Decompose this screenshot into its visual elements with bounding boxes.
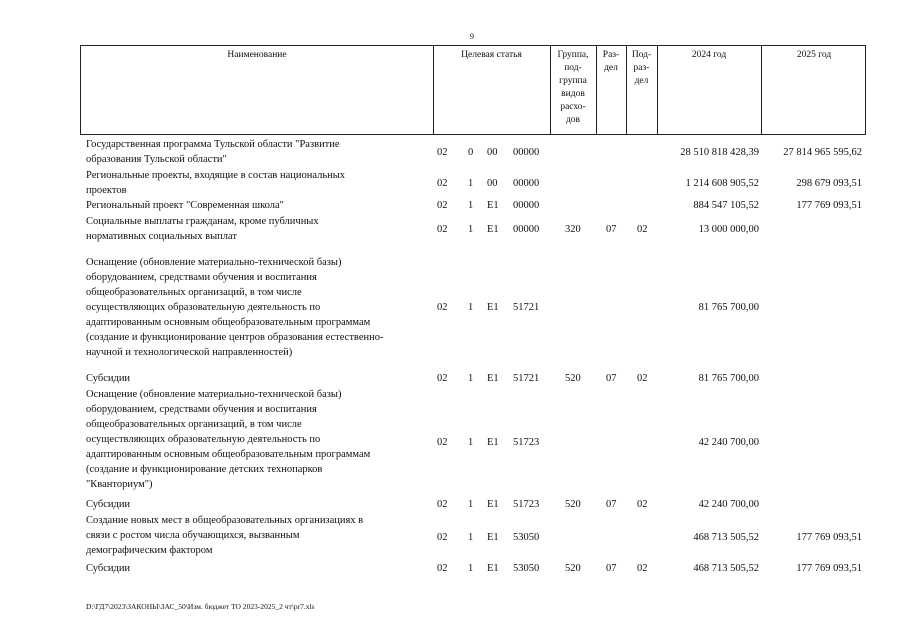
header-year-2025: 2025 год <box>796 50 832 60</box>
row-name-line: демографическим фактором <box>86 545 213 556</box>
row-name-line: Субсидии <box>86 563 131 574</box>
code-project: E1 <box>487 373 499 384</box>
code-direction: 00000 <box>513 147 540 158</box>
code-direction: 51723 <box>513 437 540 448</box>
code-subprogram: 1 <box>468 437 474 448</box>
code-expense-group: 320 <box>565 224 581 235</box>
row-name-line: Субсидии <box>86 499 131 510</box>
amount-2025: 177 769 093,51 <box>796 200 862 211</box>
header-section-line: дел <box>604 63 618 73</box>
code-subsection: 02 <box>637 563 648 574</box>
code-program: 02 <box>437 563 448 574</box>
amount-2025: 298 679 093,51 <box>796 178 862 189</box>
row-name <box>86 497 436 512</box>
header-expense-group-line: Группа, <box>557 50 589 60</box>
amount-2024: 42 240 700,00 <box>698 499 759 510</box>
row-name <box>86 561 436 576</box>
code-expense-group: 520 <box>565 563 581 574</box>
code-direction: 51723 <box>513 499 540 510</box>
file-path-footer: D:\ГД7\2023\ЗАКОНЫ\ЗАС_50\Изм. бюджет ТО 2023-2025_2 чт\pr7.xls <box>86 602 315 611</box>
header-expense-group-line: видов <box>561 89 585 99</box>
code-direction: 51721 <box>513 373 540 384</box>
row-name <box>86 214 436 244</box>
header-expense-group-line: группа <box>559 76 587 86</box>
amount-2024: 81 765 700,00 <box>698 373 759 384</box>
code-program: 02 <box>437 200 448 211</box>
header-expense-group-line: под- <box>564 63 582 73</box>
amount-2025: 27 814 965 595,62 <box>783 147 862 158</box>
header-subsection-line: раз- <box>633 63 650 73</box>
code-project: E1 <box>487 302 499 313</box>
code-direction: 00000 <box>513 224 540 235</box>
table-header <box>80 45 866 135</box>
code-program: 02 <box>437 302 448 313</box>
code-direction: 51721 <box>513 302 540 313</box>
row-name <box>86 198 436 213</box>
row-name-line: нормативных социальных выплат <box>86 231 237 242</box>
code-project: E1 <box>487 532 499 543</box>
code-subsection: 02 <box>637 499 648 510</box>
code-project: E1 <box>487 224 499 235</box>
code-program: 02 <box>437 224 448 235</box>
row-name <box>86 371 436 386</box>
code-subprogram: 1 <box>468 224 474 235</box>
header-section-line: Раз- <box>602 50 620 60</box>
code-program: 02 <box>437 373 448 384</box>
code-program: 02 <box>437 147 448 158</box>
header-section <box>596 49 626 75</box>
row-name-line: Региональный проект "Современная школа" <box>86 200 284 211</box>
row-name-line: Оснащение (обновление материально-технической базы) <box>86 389 342 400</box>
code-subsection: 02 <box>637 224 648 235</box>
code-subprogram: 1 <box>468 200 474 211</box>
header-subsection <box>626 49 657 88</box>
code-project: E1 <box>487 499 499 510</box>
row-name-line: оборудованием, средствами обучения и воспитания <box>86 404 317 415</box>
row-name-line: связи с ростом числа обучающихся, вызванным <box>86 530 300 541</box>
code-direction: 00000 <box>513 178 540 189</box>
code-direction: 53050 <box>513 563 540 574</box>
header-expense-group-line: дов <box>565 115 581 125</box>
amount-2024: 42 240 700,00 <box>698 437 759 448</box>
code-section: 07 <box>606 499 617 510</box>
code-program: 02 <box>437 532 448 543</box>
row-name-line: (создание и функционирование детских технопарков <box>86 464 323 475</box>
amount-2024: 1 214 608 905,52 <box>685 178 759 189</box>
row-name <box>86 387 436 492</box>
page-number: 9 <box>470 32 474 41</box>
amount-2024: 468 713 505,52 <box>693 563 759 574</box>
row-name-line: осуществляющих образовательную деятельность по <box>86 434 321 445</box>
header-year-2024: 2024 год <box>691 50 727 60</box>
code-project: E1 <box>487 563 499 574</box>
row-name <box>86 137 436 167</box>
row-name-line: "Кванториум") <box>86 479 153 490</box>
code-project: E1 <box>487 200 499 211</box>
row-name-line: Создание новых мест в общеобразовательных организациях в <box>86 515 364 526</box>
code-expense-group: 520 <box>565 499 581 510</box>
amount-2024: 81 765 700,00 <box>698 302 759 313</box>
row-name-line: общеобразовательных организаций, в том числе <box>86 419 302 430</box>
code-project: 00 <box>487 147 498 158</box>
code-project: E1 <box>487 437 499 448</box>
row-name-line: Субсидии <box>86 373 131 384</box>
row-name-line: адаптированным основным общеобразовательным программам <box>86 449 371 460</box>
row-name-line: научной и технологической направленностей) <box>86 347 293 358</box>
code-subprogram: 1 <box>468 532 474 543</box>
header-name: Наименование <box>227 50 287 60</box>
amount-2024: 884 547 105,52 <box>693 200 759 211</box>
code-subprogram: 1 <box>468 178 474 189</box>
header-expense-group <box>550 49 596 127</box>
code-section: 07 <box>606 224 617 235</box>
amount-2024: 28 510 818 428,39 <box>680 147 759 158</box>
code-subsection: 02 <box>637 373 648 384</box>
code-direction: 53050 <box>513 532 540 543</box>
code-subprogram: 0 <box>468 147 474 158</box>
code-subprogram: 1 <box>468 563 474 574</box>
code-project: 00 <box>487 178 498 189</box>
code-program: 02 <box>437 437 448 448</box>
row-name-line: (создание и функционирование центров образования естественно- <box>86 332 384 343</box>
row-name-line: Социальные выплаты гражданам, кроме публичных <box>86 216 319 227</box>
amount-2025: 177 769 093,51 <box>796 532 862 543</box>
row-name <box>86 168 436 198</box>
header-expense-group-line: расхо- <box>560 102 586 112</box>
row-name-line: Оснащение (обновление материально-технической базы) <box>86 257 342 268</box>
row-name-line: проектов <box>86 185 127 196</box>
code-subprogram: 1 <box>468 373 474 384</box>
row-name-line: адаптированным основным общеобразовательным программам <box>86 317 371 328</box>
code-program: 02 <box>437 499 448 510</box>
header-subsection-line: дел <box>634 76 649 86</box>
code-section: 07 <box>606 373 617 384</box>
header-subsection-line: Под- <box>631 50 652 60</box>
amount-2025: 177 769 093,51 <box>796 563 862 574</box>
row-name-line: Региональные проекты, входящие в состав национальных <box>86 170 346 181</box>
code-expense-group: 520 <box>565 373 581 384</box>
code-subprogram: 1 <box>468 499 474 510</box>
row-name <box>86 255 436 360</box>
row-name-line: осуществляющих образовательную деятельность по <box>86 302 321 313</box>
code-program: 02 <box>437 178 448 189</box>
row-name-line: Государственная программа Тульской области "Развитие <box>86 139 340 150</box>
row-name-line: общеобразовательных организаций, в том числе <box>86 287 302 298</box>
amount-2024: 468 713 505,52 <box>693 532 759 543</box>
header-target-article: Целевая статья <box>461 50 522 60</box>
row-name <box>86 513 436 558</box>
row-name-line: оборудованием, средствами обучения и воспитания <box>86 272 317 283</box>
row-name-line: образования Тульской области" <box>86 154 227 165</box>
code-section: 07 <box>606 563 617 574</box>
code-subprogram: 1 <box>468 302 474 313</box>
amount-2024: 13 000 000,00 <box>698 224 759 235</box>
code-direction: 00000 <box>513 200 540 211</box>
